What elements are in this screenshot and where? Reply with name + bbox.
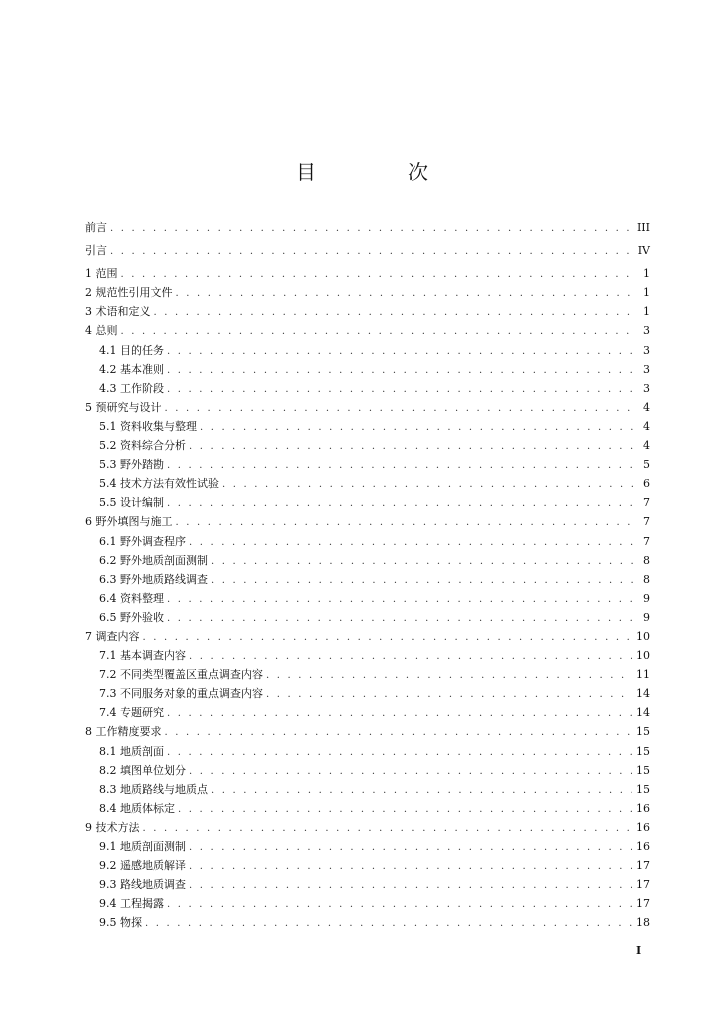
toc-entry-page: 16 — [636, 801, 650, 815]
toc-entry-page: 8 — [643, 553, 650, 567]
toc-dot-leader — [167, 456, 634, 475]
toc-entry[interactable] — [85, 398, 650, 417]
toc-entry-label: 9 技术方法 — [85, 820, 140, 834]
table-of-contents — [85, 218, 650, 932]
toc-entry-page: 4 — [643, 400, 650, 414]
toc-entry-label: 8.2 填图单位划分 — [99, 763, 186, 777]
page-number: I — [636, 944, 642, 957]
toc-entry[interactable] — [85, 761, 650, 780]
toc-dot-leader — [200, 418, 634, 437]
toc-dot-leader — [189, 437, 634, 456]
toc-dot-leader — [189, 838, 632, 857]
toc-entry[interactable] — [85, 283, 650, 302]
toc-entry[interactable] — [85, 532, 650, 551]
toc-entry-label: 2 规范性引用文件 — [85, 286, 173, 300]
toc-dot-leader — [211, 781, 632, 800]
toc-dot-leader — [167, 704, 632, 723]
toc-entry-page: 4 — [643, 419, 650, 433]
toc-dot-leader — [167, 361, 634, 380]
toc-entry-page: 14 — [636, 687, 650, 701]
toc-dot-leader — [165, 399, 635, 418]
toc-entry-page: 15 — [636, 782, 650, 796]
toc-entry-page: 16 — [636, 820, 650, 834]
toc-dot-leader — [189, 647, 632, 666]
toc-entry-label: 8.4 地质体标定 — [99, 801, 175, 815]
toc-entry-page: 17 — [636, 878, 650, 892]
page-title: 目 次 — [296, 160, 464, 184]
toc-entry-label: 5.2 资料综合分析 — [99, 439, 186, 453]
toc-dot-leader — [110, 242, 634, 261]
toc-dot-leader — [167, 895, 632, 914]
toc-entry-label: 8.3 地质路线与地质点 — [99, 782, 208, 796]
toc-entry-page: 7 — [643, 534, 650, 548]
toc-entry-page: 14 — [636, 706, 650, 720]
toc-entry-page: 6 — [643, 477, 650, 491]
toc-dot-leader — [154, 303, 635, 322]
toc-dot-leader — [143, 628, 633, 647]
toc-entry[interactable] — [85, 341, 650, 360]
toc-entry[interactable] — [85, 512, 650, 531]
toc-entry-label: 1 范围 — [85, 267, 118, 281]
toc-entry[interactable] — [85, 722, 650, 741]
toc-entry[interactable] — [85, 417, 650, 436]
toc-dot-leader — [266, 666, 632, 685]
toc-entry[interactable] — [85, 218, 650, 237]
toc-dot-leader — [178, 800, 632, 819]
toc-entry-label: 7 调查内容 — [85, 629, 140, 643]
toc-dot-leader — [121, 265, 635, 284]
toc-entry-page: 16 — [636, 840, 650, 853]
toc-entry-label: 6.2 野外地质剖面测制 — [99, 553, 208, 567]
toc-entry-page: 17 — [636, 859, 650, 873]
toc-entry[interactable] — [85, 665, 650, 684]
toc-entry[interactable] — [85, 913, 650, 932]
toc-entry-page: 3 — [643, 343, 650, 357]
toc-entry[interactable] — [85, 684, 650, 703]
toc-entry[interactable] — [85, 436, 650, 455]
toc-dot-leader — [121, 322, 635, 341]
toc-entry[interactable] — [85, 455, 650, 474]
toc-entry-page: 1 — [643, 286, 650, 300]
toc-entry-label: 6 野外填图与施工 — [85, 515, 173, 529]
toc-entry[interactable] — [85, 837, 650, 856]
toc-dot-leader — [189, 857, 632, 876]
toc-entry-label: 9.5 物探 — [99, 916, 142, 930]
toc-entry-page: IV — [637, 244, 650, 258]
toc-entry-label: 8.1 地质剖面 — [99, 744, 164, 758]
toc-entry[interactable] — [85, 703, 650, 722]
toc-entry[interactable] — [85, 264, 650, 283]
toc-entry-page: 15 — [636, 763, 650, 777]
toc-entry[interactable] — [85, 627, 650, 646]
toc-dot-leader — [222, 475, 634, 494]
toc-entry-page: 9 — [643, 610, 650, 624]
toc-entry-page: 10 — [636, 649, 650, 663]
toc-entry[interactable] — [85, 379, 650, 398]
toc-entry-page: 1 — [643, 305, 650, 319]
toc-entry-page: 15 — [636, 744, 650, 758]
toc-dot-leader — [211, 571, 634, 590]
toc-dot-leader — [143, 819, 633, 838]
toc-entry-label: 5 预研究与设计 — [85, 400, 162, 414]
toc-entry[interactable] — [85, 646, 650, 665]
toc-entry-label: 前言 — [85, 221, 107, 234]
toc-entry-label: 7.3 不同服务对象的重点调查内容 — [99, 687, 263, 701]
toc-entry-label: 6.5 野外验收 — [99, 610, 164, 624]
toc-entry[interactable] — [85, 608, 650, 627]
toc-dot-leader — [167, 380, 634, 399]
toc-entry[interactable] — [85, 302, 650, 321]
toc-entry-page: 18 — [636, 916, 650, 930]
toc-entry-page: 4 — [643, 439, 650, 453]
toc-entry[interactable] — [85, 493, 650, 512]
toc-entry-label: 9.2 遥感地质解译 — [99, 859, 186, 873]
toc-entry-page: 3 — [643, 381, 650, 395]
toc-dot-leader — [211, 552, 634, 571]
toc-entry-label: 7.2 不同类型覆盖区重点调查内容 — [99, 668, 263, 682]
toc-entry-label: 6.4 资料整理 — [99, 591, 164, 605]
toc-entry[interactable] — [85, 551, 650, 570]
toc-dot-leader — [176, 284, 635, 303]
toc-entry-label: 5.1 资料收集与整理 — [99, 419, 197, 433]
toc-entry-label: 7.4 专题研究 — [99, 706, 164, 720]
toc-entry[interactable] — [85, 780, 650, 799]
toc-dot-leader — [167, 743, 632, 762]
toc-dot-leader — [167, 609, 634, 628]
toc-entry[interactable] — [85, 241, 650, 260]
toc-entry-page: 3 — [643, 362, 650, 376]
toc-dot-leader — [176, 513, 635, 532]
toc-entry-page: 3 — [643, 324, 650, 338]
toc-dot-leader — [167, 590, 634, 609]
toc-dot-leader — [145, 914, 632, 933]
toc-entry[interactable] — [85, 360, 650, 379]
toc-entry-label: 5.4 技术方法有效性试验 — [99, 477, 219, 491]
toc-entry[interactable] — [85, 589, 650, 608]
toc-entry-page: 7 — [643, 496, 650, 510]
toc-entry-label: 9.1 地质剖面测制 — [99, 840, 186, 853]
toc-entry-label: 5.5 设计编制 — [99, 496, 164, 510]
toc-entry-page: 9 — [643, 591, 650, 605]
toc-entry-label: 6.1 野外调查程序 — [99, 534, 186, 548]
toc-dot-leader — [266, 685, 632, 704]
toc-dot-leader — [167, 342, 634, 361]
toc-entry-label: 5.3 野外踏勘 — [99, 458, 164, 472]
toc-entry[interactable] — [85, 474, 650, 493]
toc-dot-leader — [167, 494, 634, 513]
toc-entry-label: 7.1 基本调查内容 — [99, 649, 186, 663]
toc-entry-label: 4.2 基本准则 — [99, 362, 164, 376]
toc-dot-leader — [110, 219, 633, 238]
toc-entry-page: 17 — [636, 897, 650, 911]
toc-entry-label: 4.1 目的任务 — [99, 343, 164, 357]
toc-entry[interactable] — [85, 799, 650, 818]
toc-entry-label: 9.4 工程揭露 — [99, 897, 164, 911]
toc-entry-label: 9.3 路线地质调查 — [99, 878, 186, 892]
toc-entry[interactable] — [85, 894, 650, 913]
toc-entry-label: 引言 — [85, 244, 107, 258]
toc-dot-leader — [189, 876, 632, 895]
toc-entry-page: 5 — [643, 458, 650, 472]
toc-entry-label: 8 工作精度要求 — [85, 725, 162, 739]
toc-entry-page: 8 — [643, 572, 650, 586]
toc-dot-leader — [189, 762, 632, 781]
toc-entry-page: 15 — [636, 725, 650, 739]
toc-entry-page: 11 — [636, 668, 650, 682]
toc-entry[interactable] — [85, 742, 650, 761]
toc-entry-label: 4.3 工作阶段 — [99, 381, 164, 395]
toc-entry-label: 6.3 野外地质路线调查 — [99, 572, 208, 586]
toc-entry-page: 1 — [643, 267, 650, 281]
toc-entry-page: 7 — [643, 515, 650, 529]
toc-entry[interactable] — [85, 856, 650, 875]
toc-entry-label: 3 术语和定义 — [85, 305, 151, 319]
toc-dot-leader — [165, 723, 633, 742]
toc-entry[interactable] — [85, 818, 650, 837]
toc-entry[interactable] — [85, 321, 650, 340]
toc-entry[interactable] — [85, 570, 650, 589]
toc-entry-page: III — [636, 221, 650, 234]
toc-entry-label: 4 总则 — [85, 324, 118, 338]
toc-entry[interactable] — [85, 875, 650, 894]
toc-entry-page: 10 — [636, 629, 650, 643]
toc-dot-leader — [189, 533, 634, 552]
